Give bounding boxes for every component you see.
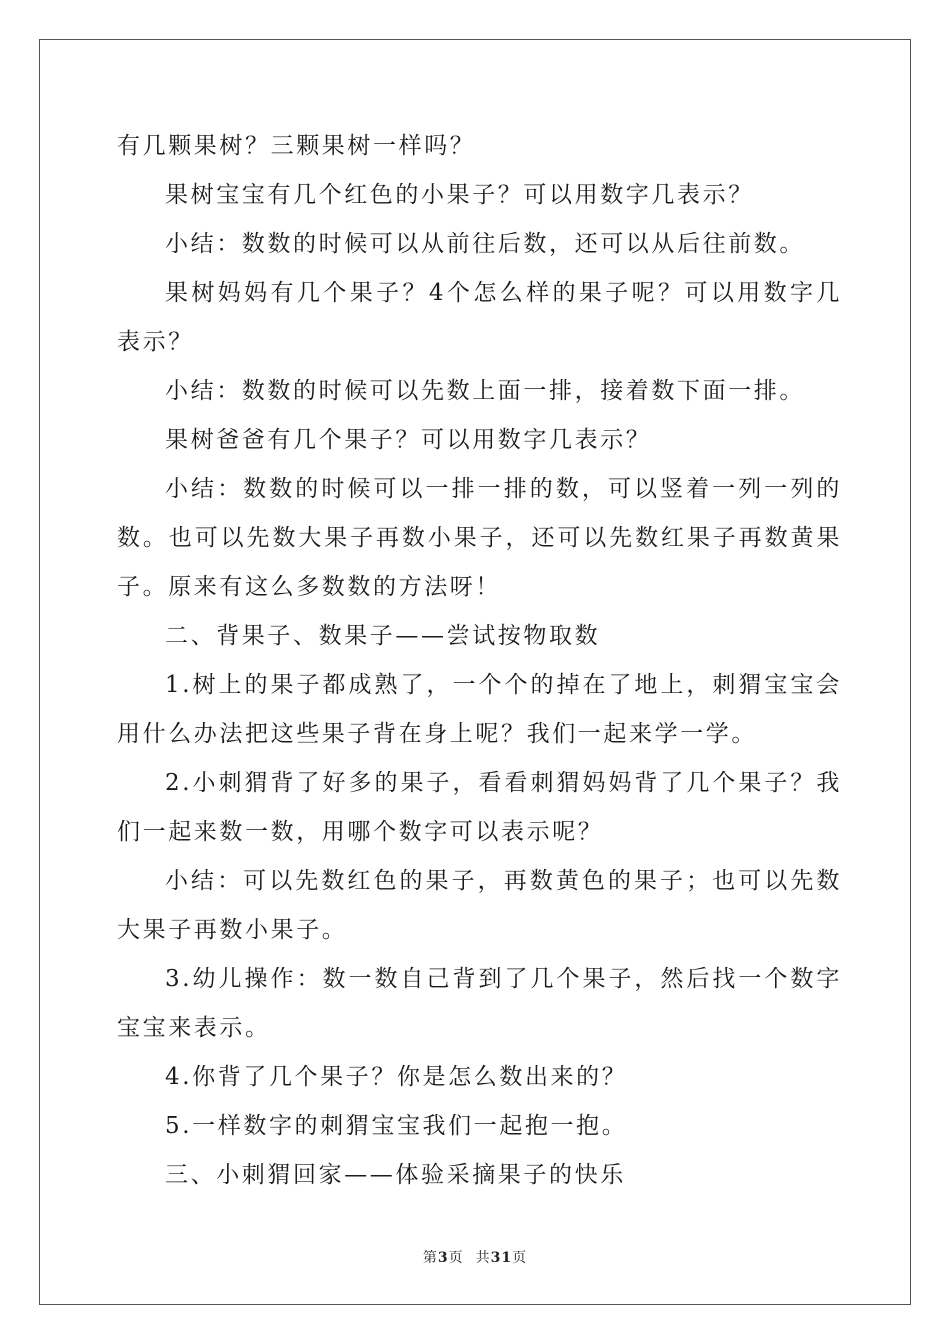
page-footer	[0, 1247, 950, 1267]
paragraph-12: 3.幼儿操作：数一数自己背到了几个果子，然后找一个数字宝宝来表示。	[117, 966, 842, 1041]
paragraph-4: 果树妈妈有几个果子？4个怎么样的果子呢？可以用数字几表示？	[117, 280, 842, 355]
page-suffix: 页	[448, 1250, 464, 1266]
paragraph-10: 2.小刺猬背了好多的果子，看看刺猬妈妈背了几个果子？我们一起来数一数，用哪个数字可以表示呢？	[117, 770, 842, 845]
paragraph-5: 小结：数数的时候可以先数上面一排，接着数下面一排。	[165, 378, 805, 404]
total-prefix: 共	[475, 1250, 491, 1266]
paragraph-2: 果树宝宝有几个红色的小果子？可以用数字几表示？	[165, 182, 754, 208]
paragraph-7: 小结：数数的时候可以一排一排的数，可以竖着一列一列的数。也可以先数大果子再数小果子，还可以先数红果子再数黄果子。原来有这么多数数的方法呀！	[117, 476, 842, 600]
paragraph-11: 小结：可以先数红色的果子，再数黄色的果子；也可以先数大果子再数小果子。	[117, 868, 842, 943]
page-prefix: 第	[422, 1250, 438, 1266]
page-number: 3	[437, 1250, 449, 1266]
paragraph-3: 小结：数数的时候可以从前往后数，还可以从后往前数。	[165, 231, 805, 257]
section-heading-3: 三、小刺猬回家——体验采摘果子的快乐	[165, 1162, 626, 1188]
paragraph-1: 有几颗果树？三颗果树一样吗？	[117, 133, 476, 159]
section-heading-2: 二、背果子、数果子——尝试按物取数	[165, 623, 601, 649]
paragraph-9: 1.树上的果子都成熟了，一个个的掉在了地上，刺猬宝宝会用什么办法把这些果子背在身上呢？我们一起来学一学。	[117, 672, 842, 747]
paragraph-6: 果树爸爸有几个果子？可以用数字几表示？	[165, 427, 652, 453]
document-body	[117, 122, 842, 1200]
paragraph-14: 5.一样数字的刺猬宝宝我们一起抱一抱。	[165, 1113, 628, 1139]
total-suffix: 页	[512, 1250, 528, 1266]
paragraph-13: 4.你背了几个果子？你是怎么数出来的？	[165, 1064, 628, 1090]
total-pages: 31	[490, 1250, 513, 1266]
